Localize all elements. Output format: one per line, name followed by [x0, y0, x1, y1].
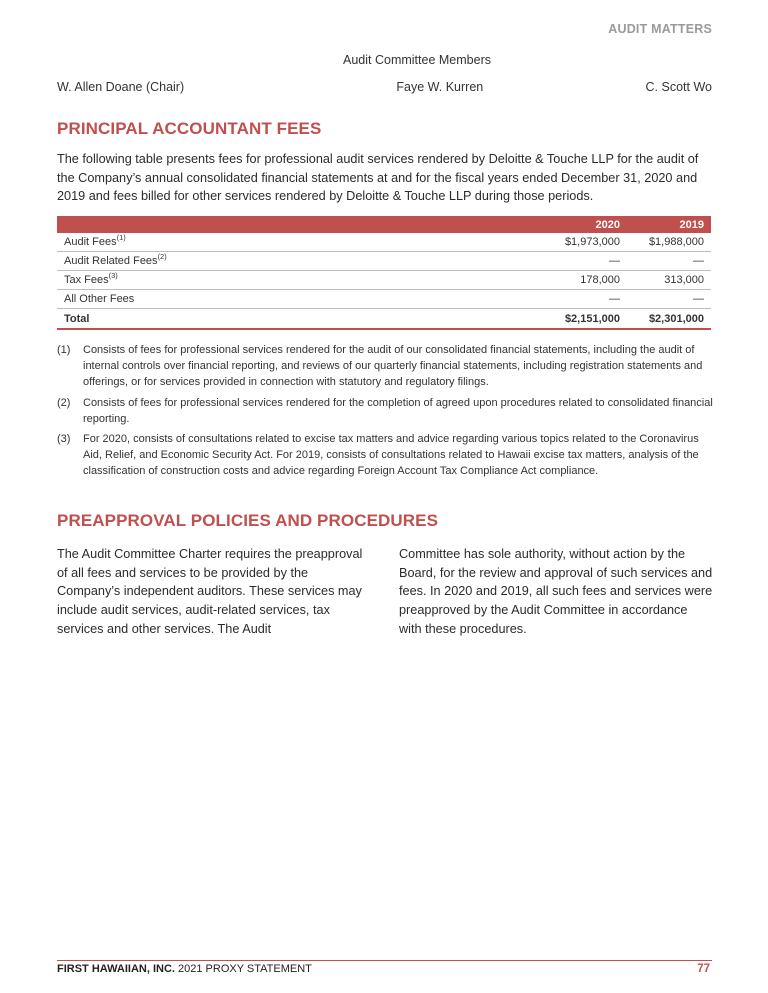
- preapproval-body: [57, 545, 713, 639]
- footnotes: [57, 342, 717, 484]
- footer-title: [57, 963, 312, 975]
- footnote-ref: (1): [116, 233, 126, 242]
- running-head: AUDIT MATTERS: [608, 22, 712, 36]
- footnote: [57, 431, 717, 480]
- footnote-ref: (3): [108, 271, 118, 280]
- committee-members: [57, 80, 712, 94]
- footnote-mark: (1): [57, 344, 71, 356]
- committee-title: Audit Committee Members: [343, 53, 491, 67]
- section-heading-preapproval: PREAPPROVAL POLICIES AND PROCEDURES: [57, 511, 439, 530]
- value-2020: $1,973,000: [537, 233, 627, 252]
- row-label: Audit Related Fees$^{(2)}$: [57, 252, 537, 271]
- footnote-ref: (2): [157, 252, 167, 261]
- fees-intro-paragraph: The following table presents fees for professional audit services rendered by Deloitte & Touche LLP for the audit of the Company’s annual consolidated financial statements at and for the fiscal years ended December 31, 2020 and 2019 and fees billed for other services rendered by Deloitte & Touche LLP during those periods.: [57, 152, 699, 203]
- value-2019: —: [627, 252, 711, 271]
- preapproval-column-2: Committee has sole authority, without action by the Board, for the review and approval of such services and fees. In 2020 and 2019, all such fees and services were preapproved by the Audit Committee in accordance with these procedures.: [399, 547, 713, 636]
- preapproval-column-1: The Audit Committee Charter requires the preapproval of all fees and services to be provided by the Company’s independent auditors. These services may include audit services, audit-related services, tax services and other services. The Audit: [57, 547, 363, 636]
- row-label: Audit Fees$^{(1)}$: [57, 233, 537, 252]
- footnote-text: Consists of fees for professional services rendered for the audit of our consolidated financial statements, including the audit of internal controls over financial reporting, and reviews of our quarterly financial statements, including registration statements and offerings, or for services provided in connection with statutory and regulatory filings.: [83, 344, 703, 389]
- committee-member: C. Scott Wo: [645, 80, 712, 94]
- footnote-text: Consists of fees for professional services rendered for the completion of agreed upon procedures related to consolidated financial reporting.: [83, 396, 713, 425]
- table-header-row: [57, 216, 711, 233]
- committee-member: Faye W. Kurren: [396, 80, 484, 94]
- table-row: [57, 233, 711, 252]
- value-2020: —: [537, 252, 627, 271]
- footnote: [57, 395, 717, 427]
- value-2020: —: [537, 290, 627, 309]
- row-label: Tax Fees$^{(3)}$: [57, 271, 537, 290]
- footnote: [57, 342, 717, 391]
- footer-company: FIRST HAWAIIAN, INC.: [57, 963, 175, 975]
- footnote-text: For 2020, consists of consultations related to excise tax matters and advice regarding various topics related to the Coronavirus Aid, Relief, and Economic Security Act. For 2019, consists of consultations related to Hawaii excise tax matters, analysis of the classification of construction costs and advice regarding Foreign Account Tax Compliance Act compliance.: [83, 433, 699, 478]
- value-2019: —: [627, 290, 711, 309]
- page-number: 77: [697, 963, 710, 975]
- table-header-2020: 2020: [537, 216, 627, 233]
- value-2020: 178,000: [537, 271, 627, 290]
- footer-doc: 2021 PROXY STATEMENT: [174, 963, 312, 975]
- table-total-row: [57, 309, 711, 330]
- row-label: All Other Fees: [57, 290, 537, 309]
- table-header-2019: 2019: [627, 216, 711, 233]
- value-2019: 313,000: [627, 271, 711, 290]
- table-row: [57, 271, 711, 290]
- table-header-label: [57, 216, 537, 233]
- footer-divider: [57, 960, 712, 961]
- section-heading-principal-fees: PRINCIPAL ACCOUNTANT FEES: [57, 119, 322, 138]
- value-2019: $1,988,000: [627, 233, 711, 252]
- footnote-mark: (3): [57, 433, 71, 446]
- table-row: [57, 290, 711, 309]
- committee-member-chair: W. Allen Doane (Chair): [57, 80, 185, 94]
- footnote-mark: (2): [57, 396, 71, 409]
- total-2019: $2,301,000: [627, 309, 711, 330]
- total-2020: $2,151,000: [537, 309, 627, 330]
- table-row: [57, 252, 711, 271]
- fees-table: [57, 216, 711, 330]
- total-label: Total: [57, 309, 537, 330]
